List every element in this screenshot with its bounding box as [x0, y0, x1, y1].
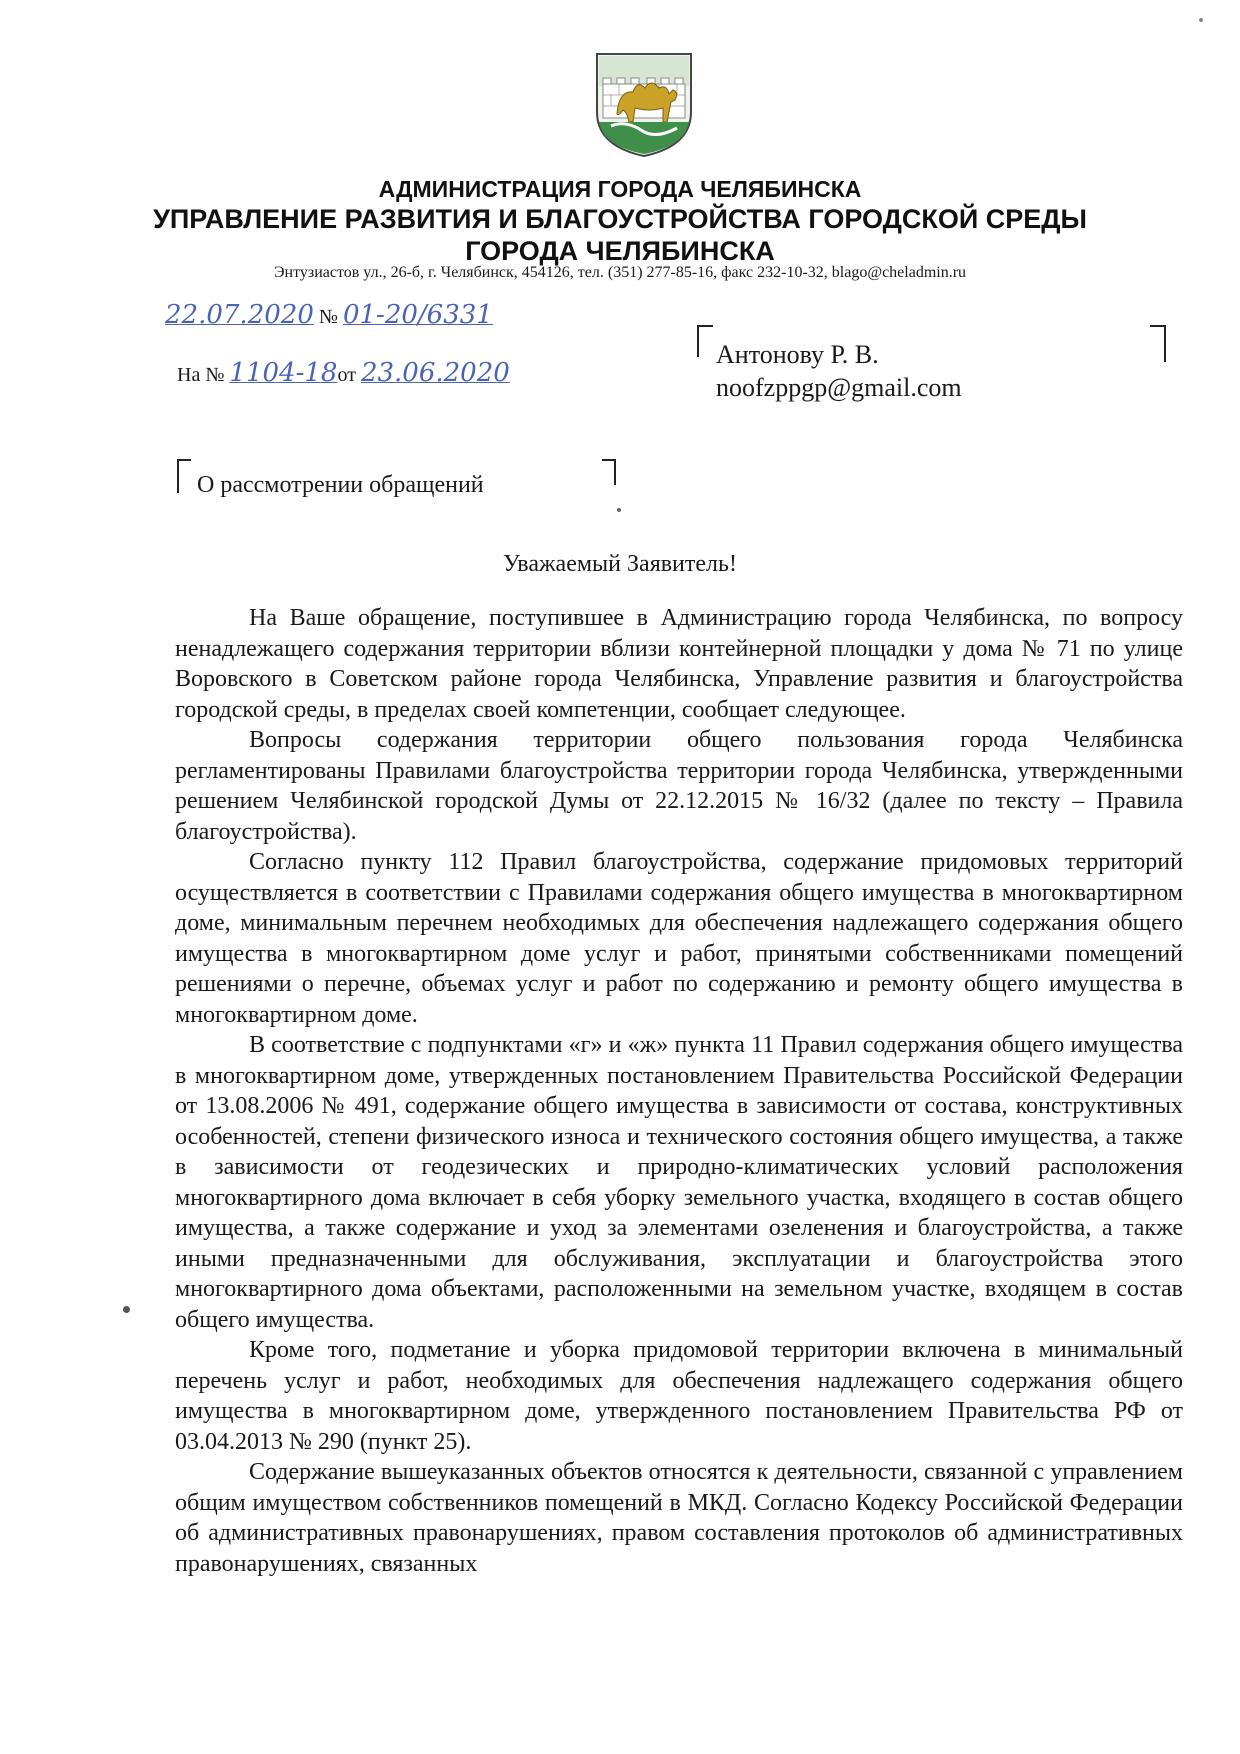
reply-number-label: На № [177, 364, 225, 386]
body-paragraph: Содержание вышеуказанных объектов относятся к деятельности, связанной с управлением общим имуществом собственников помещений в МКД. Согласно Кодексу Российской Федерации об административных правонарушениях, правом составления протоколов об административных правонарушениях, связанных [175, 1459, 1183, 1577]
scan-speck [123, 1306, 130, 1313]
body-paragraph: Согласно пункту 112 Правил благоустройства, содержание придомовых территорий осуществляется в соответствии с Правилами содержания общего имущества в многоквартирном доме, минимальным перечнем необходимых для обеспечения надлежащего содержания общего имущества в многоквартирном доме услуг и работ, принятыми собственниками помещений решениями о перечне, объемах услуг и работ по содержанию и ремонту общего имущества в многоквартирном доме. [175, 849, 1183, 1028]
recipient-email: noofzppgp@gmail.com [716, 373, 962, 402]
recipient-corner-left [697, 325, 713, 357]
letter-subject: О рассмотрении обращений [197, 472, 484, 498]
letter-greeting: Уважаемый Заявитель! [503, 551, 737, 577]
org-title-administration: АДМИНИСТРАЦИЯ ГОРОДА ЧЕЛЯБИНСКА [378, 176, 862, 202]
incoming-registration [177, 358, 510, 388]
scan-speck [1199, 18, 1203, 22]
org-title-department: УПРАВЛЕНИЕ РАЗВИТИЯ И БЛАГОУСТРОЙСТВА ГОРОДСКОЙ СРЕДЫ [153, 204, 1087, 234]
chelyabinsk-coat-of-arms [589, 50, 699, 160]
body-paragraph: Вопросы содержания территории общего пользования города Челябинска регламентированы Правилами благоустройства территории города Челябинска, утвержденными решением Челябинской городской Думы от 22.12.2015 № 16/32 (далее по тексту – Правила благоустройства). [175, 727, 1183, 845]
scan-speck [617, 508, 621, 512]
subject-corner-right [602, 459, 616, 485]
recipient-block [716, 338, 962, 404]
letterhead-address: Энтузиастов ул., 26-б, г. Челябинск, 454126, тел. (351) 277-85-16, факс 232-10-32, blago@cheladmin.ru [273, 264, 967, 281]
recipient-corner-right [1150, 325, 1166, 362]
outgoing-registration [165, 300, 493, 330]
reply-number: 1104-18 [229, 358, 338, 388]
reply-date: 23.06.2020 [360, 358, 510, 388]
outgoing-number: 01-20/6331 [342, 300, 493, 330]
org-title-city: ГОРОДА ЧЕЛЯБИНСКА [465, 236, 775, 266]
recipient-name: Антонову Р. В. [716, 340, 879, 369]
outgoing-number-label: № [318, 306, 338, 328]
subject-corner-left [177, 459, 191, 493]
body-paragraph: В соответствие с подпунктами «г» и «ж» пункта 11 Правил содержания общего имущества в многоквартирном доме, утвержденных постановлением Правительства Российской Федерации от 13.08.2006 № 491, содержание общего имущества в зависимости от состава, конструктивных особенностей, степени физического износа и технического состояния общего имущества, а также в зависимости от геодезических и природно-климатических условий расположения многоквартирного дома включает в себя уборку земельного участка, входящего в состав общего имущества, а также содержание и уход за элементами озеленения и благоустройства, а также иными предназначенными для обслуживания, эксплуатации и благоустройства этого многоквартирного дома объектами, расположенными на земельном участке, входящем в состав общего имущества. [175, 1032, 1183, 1333]
body-paragraph: На Ваше обращение, поступившее в Администрацию города Челябинска, по вопросу ненадлежащего содержания территории вблизи контейнерной площадки у дома № 71 по улице Воровского в Советском районе города Челябинска, Управление развития и благоустройства городской среды, в пределах своей компетенции, сообщает следующее. [175, 605, 1183, 723]
reply-date-label: от [337, 364, 356, 386]
letter-body [175, 603, 1183, 1579]
outgoing-date: 22.07.2020 [165, 300, 314, 330]
body-paragraph: Кроме того, подметание и уборка придомовой территории включена в минимальный перечень услуг и работ, необходимых для обеспечения надлежащего содержания общего имущества в многоквартирном доме, утвержденного постановлением Правительства РФ от 03.04.2013 № 290 (пункт 25). [175, 1337, 1183, 1455]
